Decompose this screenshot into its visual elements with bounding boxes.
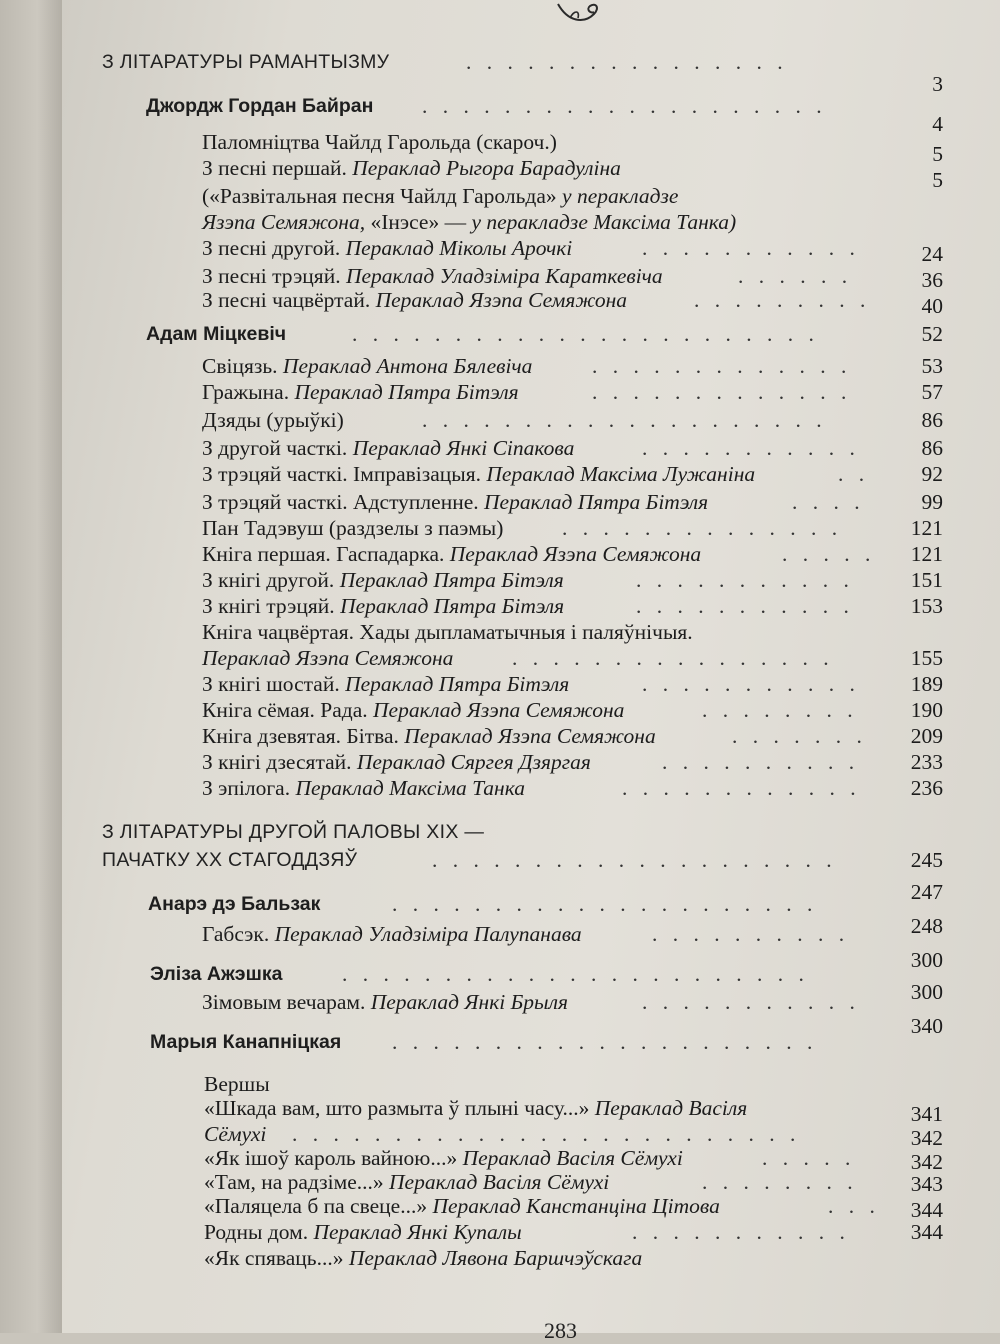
ornament-icon (550, 0, 610, 32)
author-balzac: Анарэ дэ Бальзак . . . . . . . . . . . . . . . . . . . . . (148, 892, 818, 916)
toc-entry: Габсэк. Пераклад Уладзіміра Палупанава . . . . . . . . . . (202, 922, 850, 946)
toc-entry: З эпілога. Пераклад Максіма Танка . . . . . . . . . . . . 236 (202, 776, 943, 800)
author-byron: Джордж Гордан Байран . . . . . . . . . . . . . . . . . . . . (146, 94, 827, 118)
toc-entry: Дзяды (урыўкі) . . . . . . . . . . . . . . . . . . . . 86 (202, 408, 943, 432)
toc-entry: Родны дом. Пераклад Янкі Купалы . . . . . . . . . . . 344 (204, 1220, 943, 1244)
toc-entry: «Як ішоў кароль вайною...» Пераклад Васіля Сёмухі . . . . . (204, 1146, 856, 1170)
toc-entry: «Як спяваць...» Пераклад Лявона Баршчэўскага (204, 1246, 643, 1270)
section-heading-late19: З ЛІТАРАТУРЫ ДРУГОЙ ПАЛОВЫ XIX — (102, 821, 485, 843)
toc-page-number: 247 (910, 880, 943, 904)
toc-page-number: 4 (932, 112, 943, 136)
toc-entry: Зімовым вечарам. Пераклад Янкі Брыля . . . . . . . . . . . (202, 990, 860, 1014)
toc-page-number: 3 (932, 72, 943, 96)
toc-entry: Сёмухі . . . . . . . . . . . . . . . . . . . . . . . . . (204, 1122, 801, 1146)
toc-entry: З трэцяй часткі. Імправізацыя. Пераклад Максіма Лужаніна . . 92 (202, 462, 943, 486)
toc-entry: З кнігі другой. Пераклад Пятра Бітэля . . . . . . . . . . . 151 (202, 568, 943, 592)
toc-entry: Язэпа Семяжона, «Інэсе» — у перакладзе Максіма Танка) (202, 210, 737, 234)
toc-entry: З песні трэцяй. Пераклад Уладзіміра Караткевіча . . . . . . (202, 264, 853, 288)
toc-entry: З кнігі шостай. Пераклад Пятра Бітэля . . . . . . . . . . . 189 (202, 672, 943, 696)
toc-entry: Паломніцтва Чайлд Гарольда (скароч.) (202, 130, 557, 154)
toc-page-number: 342 (910, 1126, 943, 1150)
toc-entry: Гражына. Пераклад Пятра Бітэля . . . . . . . . . . . . . 57 (202, 380, 943, 404)
toc-entry: «Там, на радзіме...» Пераклад Васіля Сёмухі . . . . . . . . (204, 1170, 858, 1194)
toc-page-number: 40 (921, 294, 943, 318)
toc-page-number: 344 (910, 1198, 943, 1222)
toc-page-number: 5 (932, 168, 943, 192)
toc-entry: З кнігі трэцяй. Пераклад Пятра Бітэля . . . . . . . . . . . 153 (202, 594, 943, 618)
toc-entry: Кніга першая. Гаспадарка. Пераклад Язэпа Семяжона . . . . . 121 (202, 542, 943, 566)
author-orzeszkowa: Эліза Ажэшка . . . . . . . . . . . . . . . . . . . . . . . (150, 962, 809, 986)
toc-entry: З песні першай. Пераклад Рыгора Барадуліна (202, 156, 621, 180)
toc-entry: («Развітальная песня Чайлд Гарольда» у перакладзе (202, 184, 679, 208)
toc-page-number: 342 (910, 1150, 943, 1174)
toc-page-number: 300 (910, 980, 943, 1004)
page-folio: 283 (544, 1318, 577, 1343)
toc-entry: З песні чацвёртай. Пераклад Язэпа Семяжона . . . . . . . . . (202, 288, 871, 312)
toc-entry: Кніга дзевятая. Бітва. Пераклад Язэпа Семяжона . . . . . . . 209 (202, 724, 943, 748)
toc-page-number: 341 (910, 1102, 943, 1126)
toc-entry: Вершы (204, 1072, 270, 1096)
toc-page-number: 5 (932, 142, 943, 166)
toc-entry: З другой часткі. Пераклад Янкі Сіпакова . . . . . . . . . . . 86 (202, 436, 943, 460)
toc-page-number: 36 (921, 268, 943, 292)
toc-page (62, 0, 1000, 1343)
toc-entry: Свіцязь. Пераклад Антона Бялевіча . . . . . . . . . . . . . 53 (202, 354, 943, 378)
book-gutter (0, 0, 62, 1333)
toc-page-number: 248 (910, 914, 943, 938)
author-konopnicka: Марыя Канапніцкая . . . . . . . . . . . . . . . . . . . . . (150, 1030, 818, 1054)
toc-entry: «Шкада вам, што размыта ў плыні часу...» Пераклад Васіля (204, 1096, 748, 1120)
author-mickiewicz: Адам Міцкевіч . . . . . . . . . . . . . . . . . . . . . . . 52 (146, 322, 943, 346)
toc-entry: З трэцяй часткі. Адступленне. Пераклад Пятра Бітэля . . . . 99 (202, 490, 943, 514)
toc-page-number: 300 (910, 948, 943, 972)
toc-entry: З кнігі дзесятай. Пераклад Сяргея Дзяргая . . . . . . . . . . 233 (202, 750, 943, 774)
toc-page-number: 24 (921, 242, 943, 266)
section-heading-late19-cont: ПАЧАТКУ XX СТАГОДДЗЯЎ . . . . . . . . . . . . . . . . . . . . 245 (102, 848, 943, 872)
toc-entry: Пан Тадэвуш (раздзелы з паэмы) . . . . . . . . . . . . . . 121 (202, 516, 943, 540)
toc-page-number: 340 (910, 1014, 943, 1038)
section-heading-romanticism: З ЛІТАРАТУРЫ РАМАНТЫЗМУ . . . . . . . . . . . . . . . . (102, 50, 788, 74)
toc-entry: «Паляцела б па свеце...» Пераклад Канстанціна Цітова . . . (204, 1194, 880, 1218)
toc-entry: Пераклад Язэпа Семяжона . . . . . . . . . . . . . . . . 155 (202, 646, 943, 670)
toc-entry: Кніга чацвёртая. Хады дыпламатычныя і паляўнічыя. (202, 620, 693, 644)
toc-entry: З песні другой. Пераклад Міколы Арочкі . . . . . . . . . . . (202, 236, 860, 260)
toc-page-number: 343 (910, 1172, 943, 1196)
toc-entry: Кніга сёмая. Рада. Пераклад Язэпа Семяжона . . . . . . . . 190 (202, 698, 943, 722)
